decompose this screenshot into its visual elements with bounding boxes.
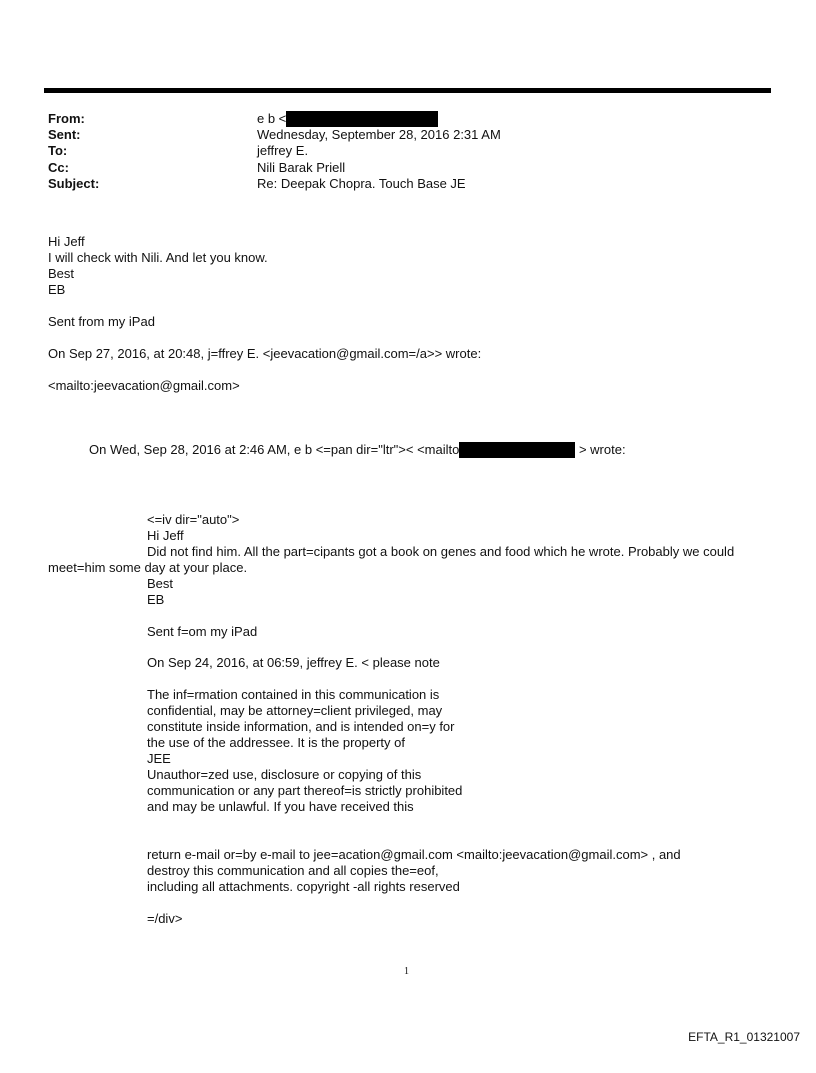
disclaimer-line: JEE xyxy=(147,751,171,766)
quote-header xyxy=(89,442,626,458)
disclaimer-line: including all attachments. copyright -all rights reserved xyxy=(147,879,460,894)
disclaimer-line: The inf=rmation contained in this communication is xyxy=(147,687,440,702)
redaction-box xyxy=(286,111,438,127)
sent-label: Sent: xyxy=(48,127,81,142)
to-value: jeffrey E. xyxy=(257,143,309,158)
mailto-line: <mailto:jeevacation@gmail.com> xyxy=(48,378,240,393)
reply-line: Hi Jeff xyxy=(48,234,85,249)
disclaimer-line: the use of the addressee. It is the property of xyxy=(147,735,405,750)
subject-value: Re: Deepak Chopra. Touch Base JE xyxy=(257,176,466,191)
from-label: From: xyxy=(48,111,85,126)
signature: Sent from my iPad xyxy=(48,314,155,329)
header-rule xyxy=(44,88,771,93)
reply-line: Best xyxy=(48,266,75,281)
div-close: =/div> xyxy=(147,911,183,926)
quote-header-text: On Wed, Sep 28, 2016 at 2:46 AM, e b <=pan dir="ltr">< <mailto xyxy=(89,442,460,457)
quote-header-text: > wrote: xyxy=(578,442,626,457)
disclaimer-line: return e-mail or=by e-mail to jee=acation@gmail.com <mailto:jeevacation@gmail.com> , and xyxy=(147,847,681,862)
subject-label: Subject: xyxy=(48,176,100,191)
reply-line: I will check with Nili. And let you know. xyxy=(48,250,268,265)
from-text: e b < xyxy=(257,111,287,126)
quote-header: On Sep 24, 2016, at 06:59, jeffrey E. < please note xyxy=(147,655,440,670)
quote-header: On Sep 27, 2016, at 20:48, j=ffrey E. <jeevacation@gmail.com=/a>> wrote: xyxy=(48,346,482,361)
quote-line: Best xyxy=(147,576,174,591)
to-label: To: xyxy=(48,143,68,158)
quote-line: Hi Jeff xyxy=(147,528,184,543)
disclaimer-line: confidential, may be attorney=client privileged, may xyxy=(147,703,443,718)
disclaimer-line: Unauthor=zed use, disclosure or copying of this xyxy=(147,767,422,782)
sent-value: Wednesday, September 28, 2016 2:31 AM xyxy=(257,127,501,142)
cc-value: Nili Barak Priell xyxy=(257,160,346,175)
reply-line: EB xyxy=(48,282,66,297)
document-id: EFTA_R1_01321007 xyxy=(688,1030,800,1044)
quote-line: Sent f=om my iPad xyxy=(147,624,258,639)
quote-line: meet=him some day at your place. xyxy=(48,560,248,575)
from-value xyxy=(257,111,438,127)
quote-line: EB xyxy=(147,592,165,607)
disclaimer-line: communication or any part thereof=is strictly prohibited xyxy=(147,783,463,798)
page-number: 1 xyxy=(404,966,409,977)
redaction-box xyxy=(459,442,575,458)
quote-line: Did not find him. All the part=cipants got a book on genes and food which he wrote. Probably we could xyxy=(147,544,735,559)
disclaimer-line: constitute inside information, and is intended on=y for xyxy=(147,719,455,734)
cc-label: Cc: xyxy=(48,160,69,175)
div-open: <=iv dir="auto"> xyxy=(147,512,240,527)
disclaimer-line: and may be unlawful. If you have received this xyxy=(147,799,414,814)
disclaimer-line: destroy this communication and all copies the=eof, xyxy=(147,863,439,878)
